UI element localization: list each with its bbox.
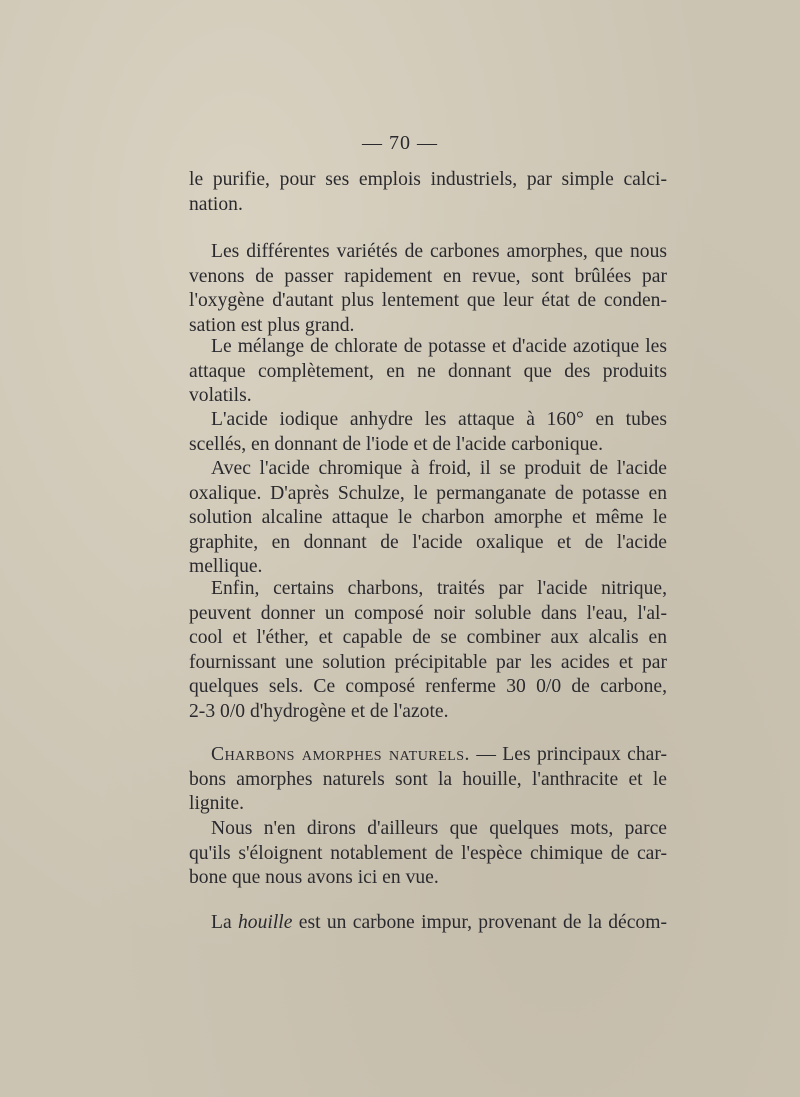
text-line: bons amorphes naturels sont la houille, l'anthracite et le (189, 768, 667, 790)
text-run: La (211, 912, 238, 933)
text-line: lignite. (189, 793, 244, 815)
text-run: — Les principaux char- (469, 744, 667, 765)
text-line: Avec l'acide chromique à froid, il se produit de l'acide (211, 458, 667, 479)
text-line: qu'ils s'éloignent notablement de l'espèce chimique de car- (189, 842, 667, 864)
text-line: peuvent donner un composé noir soluble dans l'eau, l'al- (189, 602, 667, 624)
text-line: attaque complètement, en ne donnant que des produits (189, 360, 667, 382)
text-line: Enfin, certains charbons, traités par l'acide nitrique, (211, 578, 667, 599)
text-line: Les différentes variétés de carbones amorphes, que nous (211, 241, 667, 262)
text-line (189, 911, 667, 936)
text-line: oxalique. D'après Schulze, le permanganate de potasse en (189, 482, 667, 504)
text-line: bone que nous avons ici en vue. (189, 867, 439, 889)
paragraph (189, 577, 667, 725)
text-line: 2-3 0/0 d'hydrogène et de l'azote. (189, 700, 449, 722)
text-line: Le mélange de chlorate de potasse et d'acide azotique les (211, 336, 667, 357)
text-line (189, 743, 667, 768)
text-line: nation. (189, 193, 243, 215)
section-paragraph (189, 743, 667, 817)
text-line: solution alcaline attaque le charbon amorphe et même le (189, 507, 667, 529)
text-run: est un carbone impur, provenant de la décom- (292, 912, 667, 933)
paragraph (189, 408, 667, 457)
text-line: le purifie, pour ses emplois industriels, par simple calci- (189, 169, 667, 190)
text-line: l'oxygène d'autant plus lentement que leur état de conden- (189, 290, 667, 312)
text-line: fournissant une solution précipitable par les acides et par (189, 651, 667, 673)
text-line: scellés, en donnant de l'iode et de l'acide carbonique. (189, 433, 604, 455)
text-line: graphite, en donnant de l'acide oxalique et de l'acide (189, 531, 667, 553)
text-line: sation est plus grand. (189, 314, 355, 336)
text-line: L'acide iodique anhydre les attaque à 160° en tubes (211, 409, 667, 430)
emphasis-term: houille (238, 912, 293, 933)
paragraph (189, 240, 667, 338)
text-line: venons de passer rapidement en revue, sont brûlées par (189, 265, 667, 287)
paragraph (189, 817, 667, 891)
text-line: Nous n'en dirons d'ailleurs que quelques mots, parce (211, 818, 667, 839)
paragraph (189, 911, 667, 936)
page-number: — 70 — (362, 132, 438, 154)
text-line: quelques sels. Ce composé renferme 30 0/0 de carbone, (189, 676, 667, 698)
paragraph (189, 335, 667, 409)
text-line: cool et l'éther, et capable de se combiner aux alcalis en (189, 627, 667, 649)
text-line: mellique. (189, 556, 263, 578)
paragraph (189, 168, 667, 217)
paragraph (189, 457, 667, 580)
section-heading: Charbons amorphes naturels. (211, 744, 470, 765)
text-line: volatils. (189, 385, 252, 407)
